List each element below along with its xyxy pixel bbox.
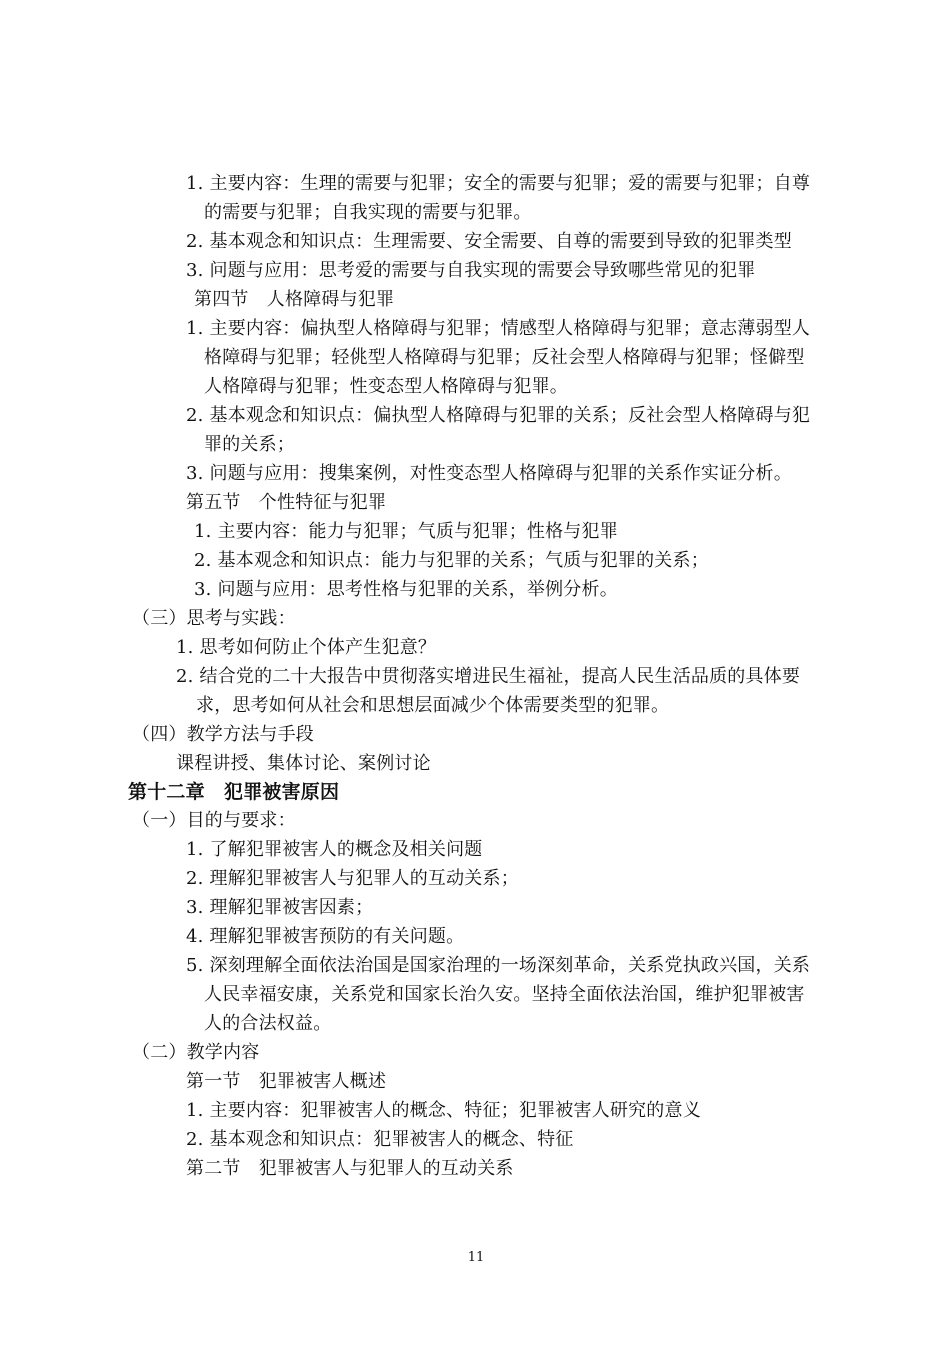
text-line: 1. 主要内容：能力与犯罪；气质与犯罪；性格与犯罪 (194, 521, 618, 542)
subsection-heading: （二）教学内容 (132, 1042, 260, 1063)
text-line: 5. 深刻理解全面依法治国是国家治理的一场深刻革命，关系党执政兴国，关系 (186, 955, 811, 976)
page-number: 11 (467, 1250, 485, 1265)
section-heading: 第一节 犯罪被害人概述 (186, 1071, 387, 1092)
section-heading: 第二节 犯罪被害人与犯罪人的互动关系 (186, 1158, 514, 1179)
text-line: 3. 问题与应用：搜集案例，对性变态型人格障碍与犯罪的关系作实证分析。 (186, 463, 792, 484)
text-line: 1. 了解犯罪被害人的概念及相关问题 (186, 839, 483, 860)
text-line: 3. 理解犯罪被害因素； (186, 897, 374, 918)
text-line: 人民幸福安康，关系党和国家长治久安。坚持全面依法治国，维护犯罪被害 (204, 984, 805, 1005)
text-line: 1. 主要内容：犯罪被害人的概念、特征；犯罪被害人研究的意义 (186, 1100, 701, 1121)
text-line: 1. 思考如何防止个体产生犯意？ (176, 637, 437, 658)
text-line: 人格障碍与犯罪；性变态型人格障碍与犯罪。 (204, 376, 568, 397)
text-line: 1. 主要内容：偏执型人格障碍与犯罪；情感型人格障碍与犯罪；意志薄弱型人 (186, 318, 811, 339)
section-heading: 第五节 个性特征与犯罪 (186, 492, 387, 513)
text-line: 格障碍与犯罪；轻佻型人格障碍与犯罪；反社会型人格障碍与犯罪；怪僻型 (204, 347, 805, 368)
text-line: 3. 问题与应用：思考爱的需要与自我实现的需要会导致哪些常见的犯罪 (186, 260, 756, 281)
subsection-heading: （三）思考与实践： (132, 608, 296, 629)
subsection-heading: （一）目的与要求： (132, 810, 296, 831)
text-line: 2. 基本观念和知识点：生理需要、安全需要、自尊的需要到导致的犯罪类型 (186, 231, 792, 252)
chapter-title: 第十二章 犯罪被害原因 (128, 781, 340, 803)
text-line: 1. 主要内容：生理的需要与犯罪；安全的需要与犯罪；爱的需要与犯罪；自尊 (186, 173, 811, 194)
text-line: 人的合法权益。 (204, 1013, 332, 1034)
text-line: 4. 理解犯罪被害预防的有关问题。 (186, 926, 465, 947)
text-line: 3. 问题与应用：思考性格与犯罪的关系，举例分析。 (194, 579, 618, 600)
text-line: 2. 基本观念和知识点：犯罪被害人的概念、特征 (186, 1129, 574, 1150)
subsection-heading: （四）教学方法与手段 (132, 724, 314, 745)
text-line: 的需要与犯罪；自我实现的需要与犯罪。 (204, 202, 532, 223)
text-line: 2. 基本观念和知识点：能力与犯罪的关系；气质与犯罪的关系； (194, 550, 709, 571)
text-line: 课程讲授、集体讨论、案例讨论 (176, 753, 431, 774)
text-line: 求，思考如何从社会和思想层面减少个体需要类型的犯罪。 (196, 695, 670, 716)
text-line: 2. 结合党的二十大报告中贯彻落实增进民生福祉，提高人民生活品质的具体要 (176, 666, 801, 687)
text-line: 2. 理解犯罪被害人与犯罪人的互动关系； (186, 868, 519, 889)
text-line: 2. 基本观念和知识点：偏执型人格障碍与犯罪的关系；反社会型人格障碍与犯 (186, 405, 811, 426)
section-heading: 第四节 人格障碍与犯罪 (194, 289, 395, 310)
text-line: 罪的关系； (204, 434, 295, 455)
